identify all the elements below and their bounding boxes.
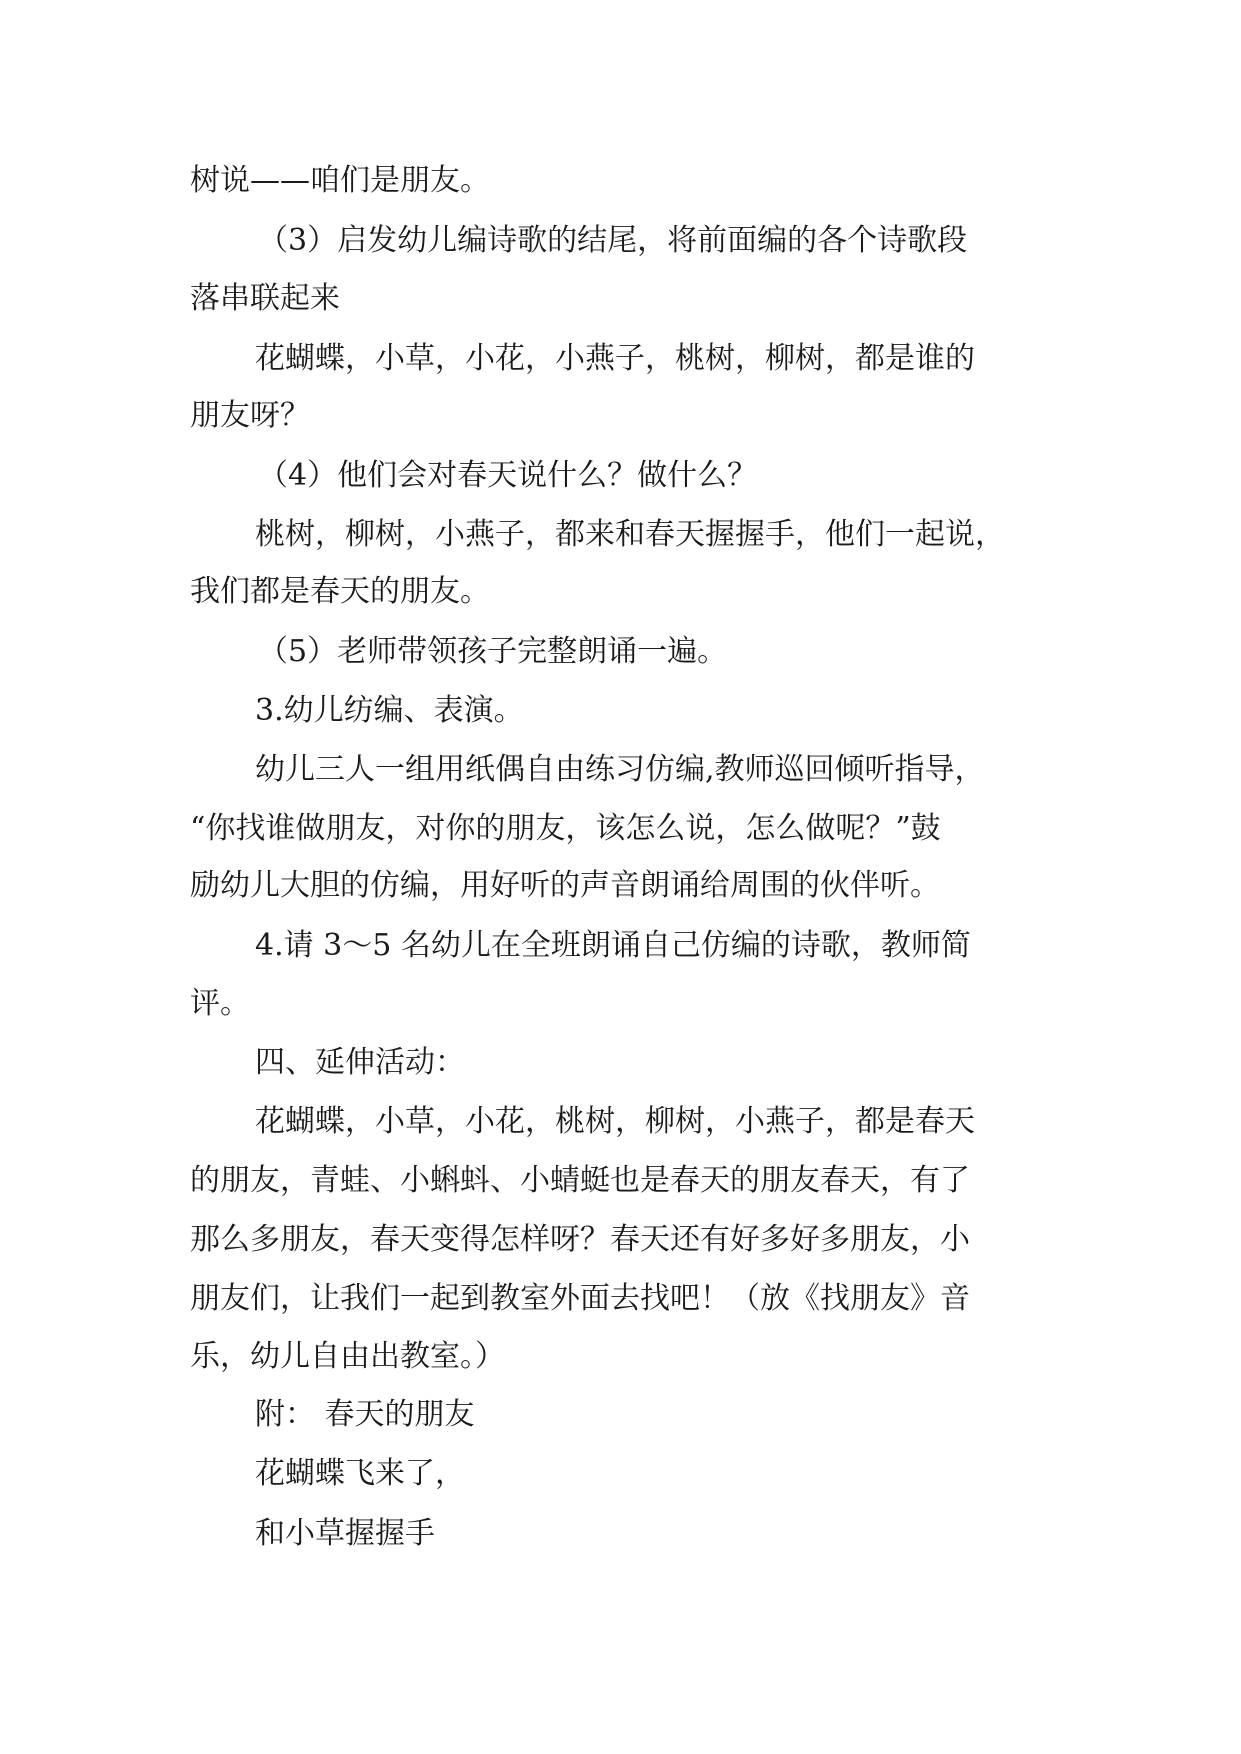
text-line: 幼儿三人一组用纸偶自由练习仿编,教师巡回倾听指导， — [255, 752, 985, 787]
text-line: 励幼儿大胆的仿编，用好听的声音朗诵给周围的伙伴听。 — [190, 868, 940, 903]
appendix-title: 附： 春天的朋友 — [255, 1397, 475, 1432]
text-line: （5）老师带领孩子完整朗诵一遍。 — [258, 634, 728, 669]
text-line: 朋友呀？ — [190, 398, 310, 433]
text-line: 花蝴蝶，小草，小花，桃树，柳树，小燕子，都是春天 — [255, 1104, 975, 1139]
poem-line: 花蝴蝶飞来了， — [255, 1456, 465, 1491]
text-line: 那么多朋友，春天变得怎样呀？春天还有好多好多朋友，小 — [190, 1222, 970, 1257]
text-line: 落串联起来 — [190, 281, 340, 316]
text-line: “你找谁做朋友，对你的朋友，该怎么说，怎么做呢？”鼓 — [190, 811, 941, 846]
text-line: 乐，幼儿自由出教室。） — [190, 1339, 505, 1374]
text-line: 树说——咱们是朋友。 — [190, 163, 490, 198]
text-line: 桃树，柳树，小燕子，都来和春天握握手，他们一起说， — [255, 517, 1005, 552]
text-line: （4）他们会对春天说什么？做什么？ — [258, 458, 758, 493]
text-line: 3.幼儿纺编、表演。 — [255, 693, 524, 728]
text-line: 的朋友，青蛙、小蝌蚪、小蜻蜓也是春天的朋友春天，有了 — [190, 1163, 970, 1198]
text-line: （3）启发幼儿编诗歌的结尾，将前面编的各个诗歌段 — [258, 223, 968, 258]
text-line: 我们都是春天的朋友。 — [190, 574, 490, 609]
poem-line: 和小草握握手 — [255, 1516, 435, 1551]
text-line: 4.请 3～5 名幼儿在全班朗诵自己仿编的诗歌，教师简 — [255, 928, 971, 963]
section-heading: 四、延伸活动： — [255, 1045, 465, 1080]
text-line: 朋友们，让我们一起到教室外面去找吧！（放《找朋友》音 — [190, 1281, 970, 1316]
text-line: 花蝴蝶，小草，小花，小燕子，桃树，柳树，都是谁的 — [255, 341, 975, 376]
text-line: 评。 — [190, 986, 250, 1021]
